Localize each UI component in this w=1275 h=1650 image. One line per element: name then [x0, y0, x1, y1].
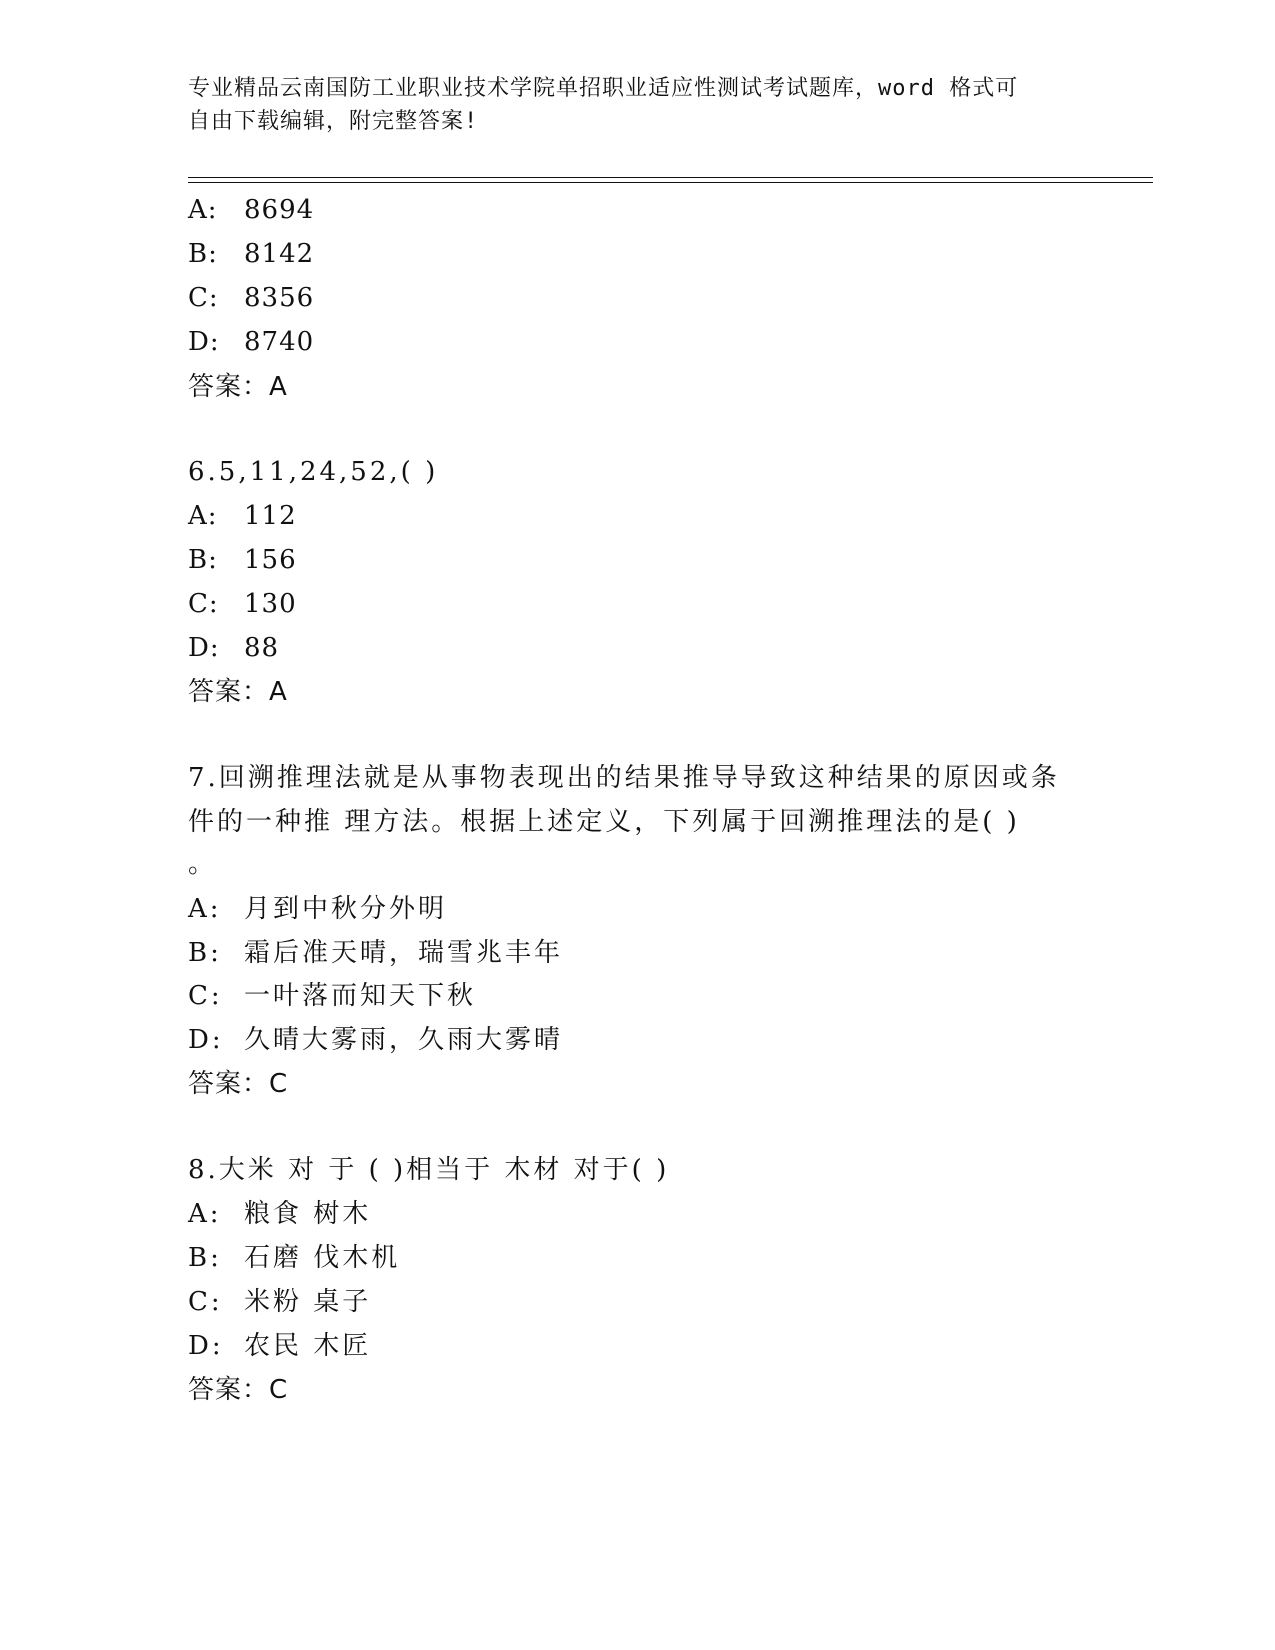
option-text: 霜后准天晴，瑞雪兆丰年: [244, 938, 564, 968]
q5-option-a: [188, 194, 314, 226]
option-text: 8740: [244, 327, 315, 357]
option-letter: B:: [188, 938, 222, 968]
option-letter: C:: [188, 981, 223, 1011]
option-letter: D:: [188, 327, 220, 357]
option-letter: A:: [188, 501, 218, 531]
q6-option-a: [188, 500, 297, 532]
q8-option-a: [188, 1198, 371, 1230]
header-rule-top: [188, 177, 1153, 178]
option-text: 88: [244, 633, 280, 663]
q5-option-c: [188, 282, 314, 314]
q5-option-d: [188, 326, 314, 358]
option-text: 农民 木匠: [244, 1331, 372, 1361]
option-letter: A:: [188, 195, 218, 225]
option-letter: B:: [188, 239, 218, 269]
option-text: 156: [244, 545, 297, 575]
q6-answer: 答案：A: [188, 677, 288, 707]
q7-option-b: [188, 937, 563, 969]
option-letter: C:: [188, 1287, 223, 1317]
q7-question-line-1: 7.回溯推理法就是从事物表现出的结果推导导致这种结果的原因或条: [188, 763, 1060, 793]
q5-answer: 答案：A: [188, 372, 288, 402]
q6-question: 6.5,11,24,52,( ): [188, 457, 439, 487]
q8-question: 8.大米 对 于 ( )相当于 木材 对于( ): [188, 1155, 670, 1185]
header-rule-bottom: [188, 182, 1153, 183]
header-line-1: 专业精品云南国防工业职业技术学院单招职业适应性测试考试题库，word 格式可: [188, 76, 1019, 101]
q8-option-d: [188, 1330, 371, 1362]
header-line-2: 自由下载编辑，附完整答案!: [188, 109, 479, 134]
q8-option-b: [188, 1242, 400, 1274]
option-letter: C:: [188, 589, 219, 619]
option-letter: D:: [188, 633, 220, 663]
option-text: 一叶落而知天下秋: [244, 981, 477, 1011]
option-text: 月到中秋分外明: [244, 894, 448, 924]
option-letter: A:: [188, 1199, 222, 1229]
option-text: 久晴大雾雨，久雨大雾晴: [244, 1025, 564, 1055]
option-letter: C:: [188, 283, 219, 313]
option-text: 130: [244, 589, 297, 619]
q6-option-b: [188, 544, 297, 576]
q5-option-b: [188, 238, 314, 270]
q7-question-line-3: 。: [188, 849, 216, 879]
option-letter: A:: [188, 894, 222, 924]
option-text: 8142: [244, 239, 315, 269]
option-letter: B:: [188, 545, 218, 575]
option-text: 石磨 伐木机: [244, 1243, 401, 1273]
option-letter: B:: [188, 1243, 222, 1273]
q8-option-c: [188, 1286, 371, 1318]
option-text: 8356: [244, 283, 315, 313]
q6-option-c: [188, 588, 297, 620]
q7-answer: 答案：C: [188, 1069, 289, 1099]
q7-option-a: [188, 893, 447, 925]
option-text: 粮食 树木: [244, 1199, 372, 1229]
option-text: 8694: [244, 195, 315, 225]
q6-option-d: [188, 632, 279, 664]
option-letter: D:: [188, 1025, 224, 1055]
q7-option-d: [188, 1024, 563, 1056]
q7-option-c: [188, 980, 476, 1012]
document-header: [188, 72, 1068, 138]
q7-question-line-2: 件的一种推 理方法。根据上述定义，下列属于回溯推理法的是( ): [188, 807, 1020, 837]
option-letter: D:: [188, 1331, 224, 1361]
option-text: 112: [244, 501, 297, 531]
option-text: 米粉 桌子: [244, 1287, 372, 1317]
q8-answer: 答案：C: [188, 1375, 289, 1405]
